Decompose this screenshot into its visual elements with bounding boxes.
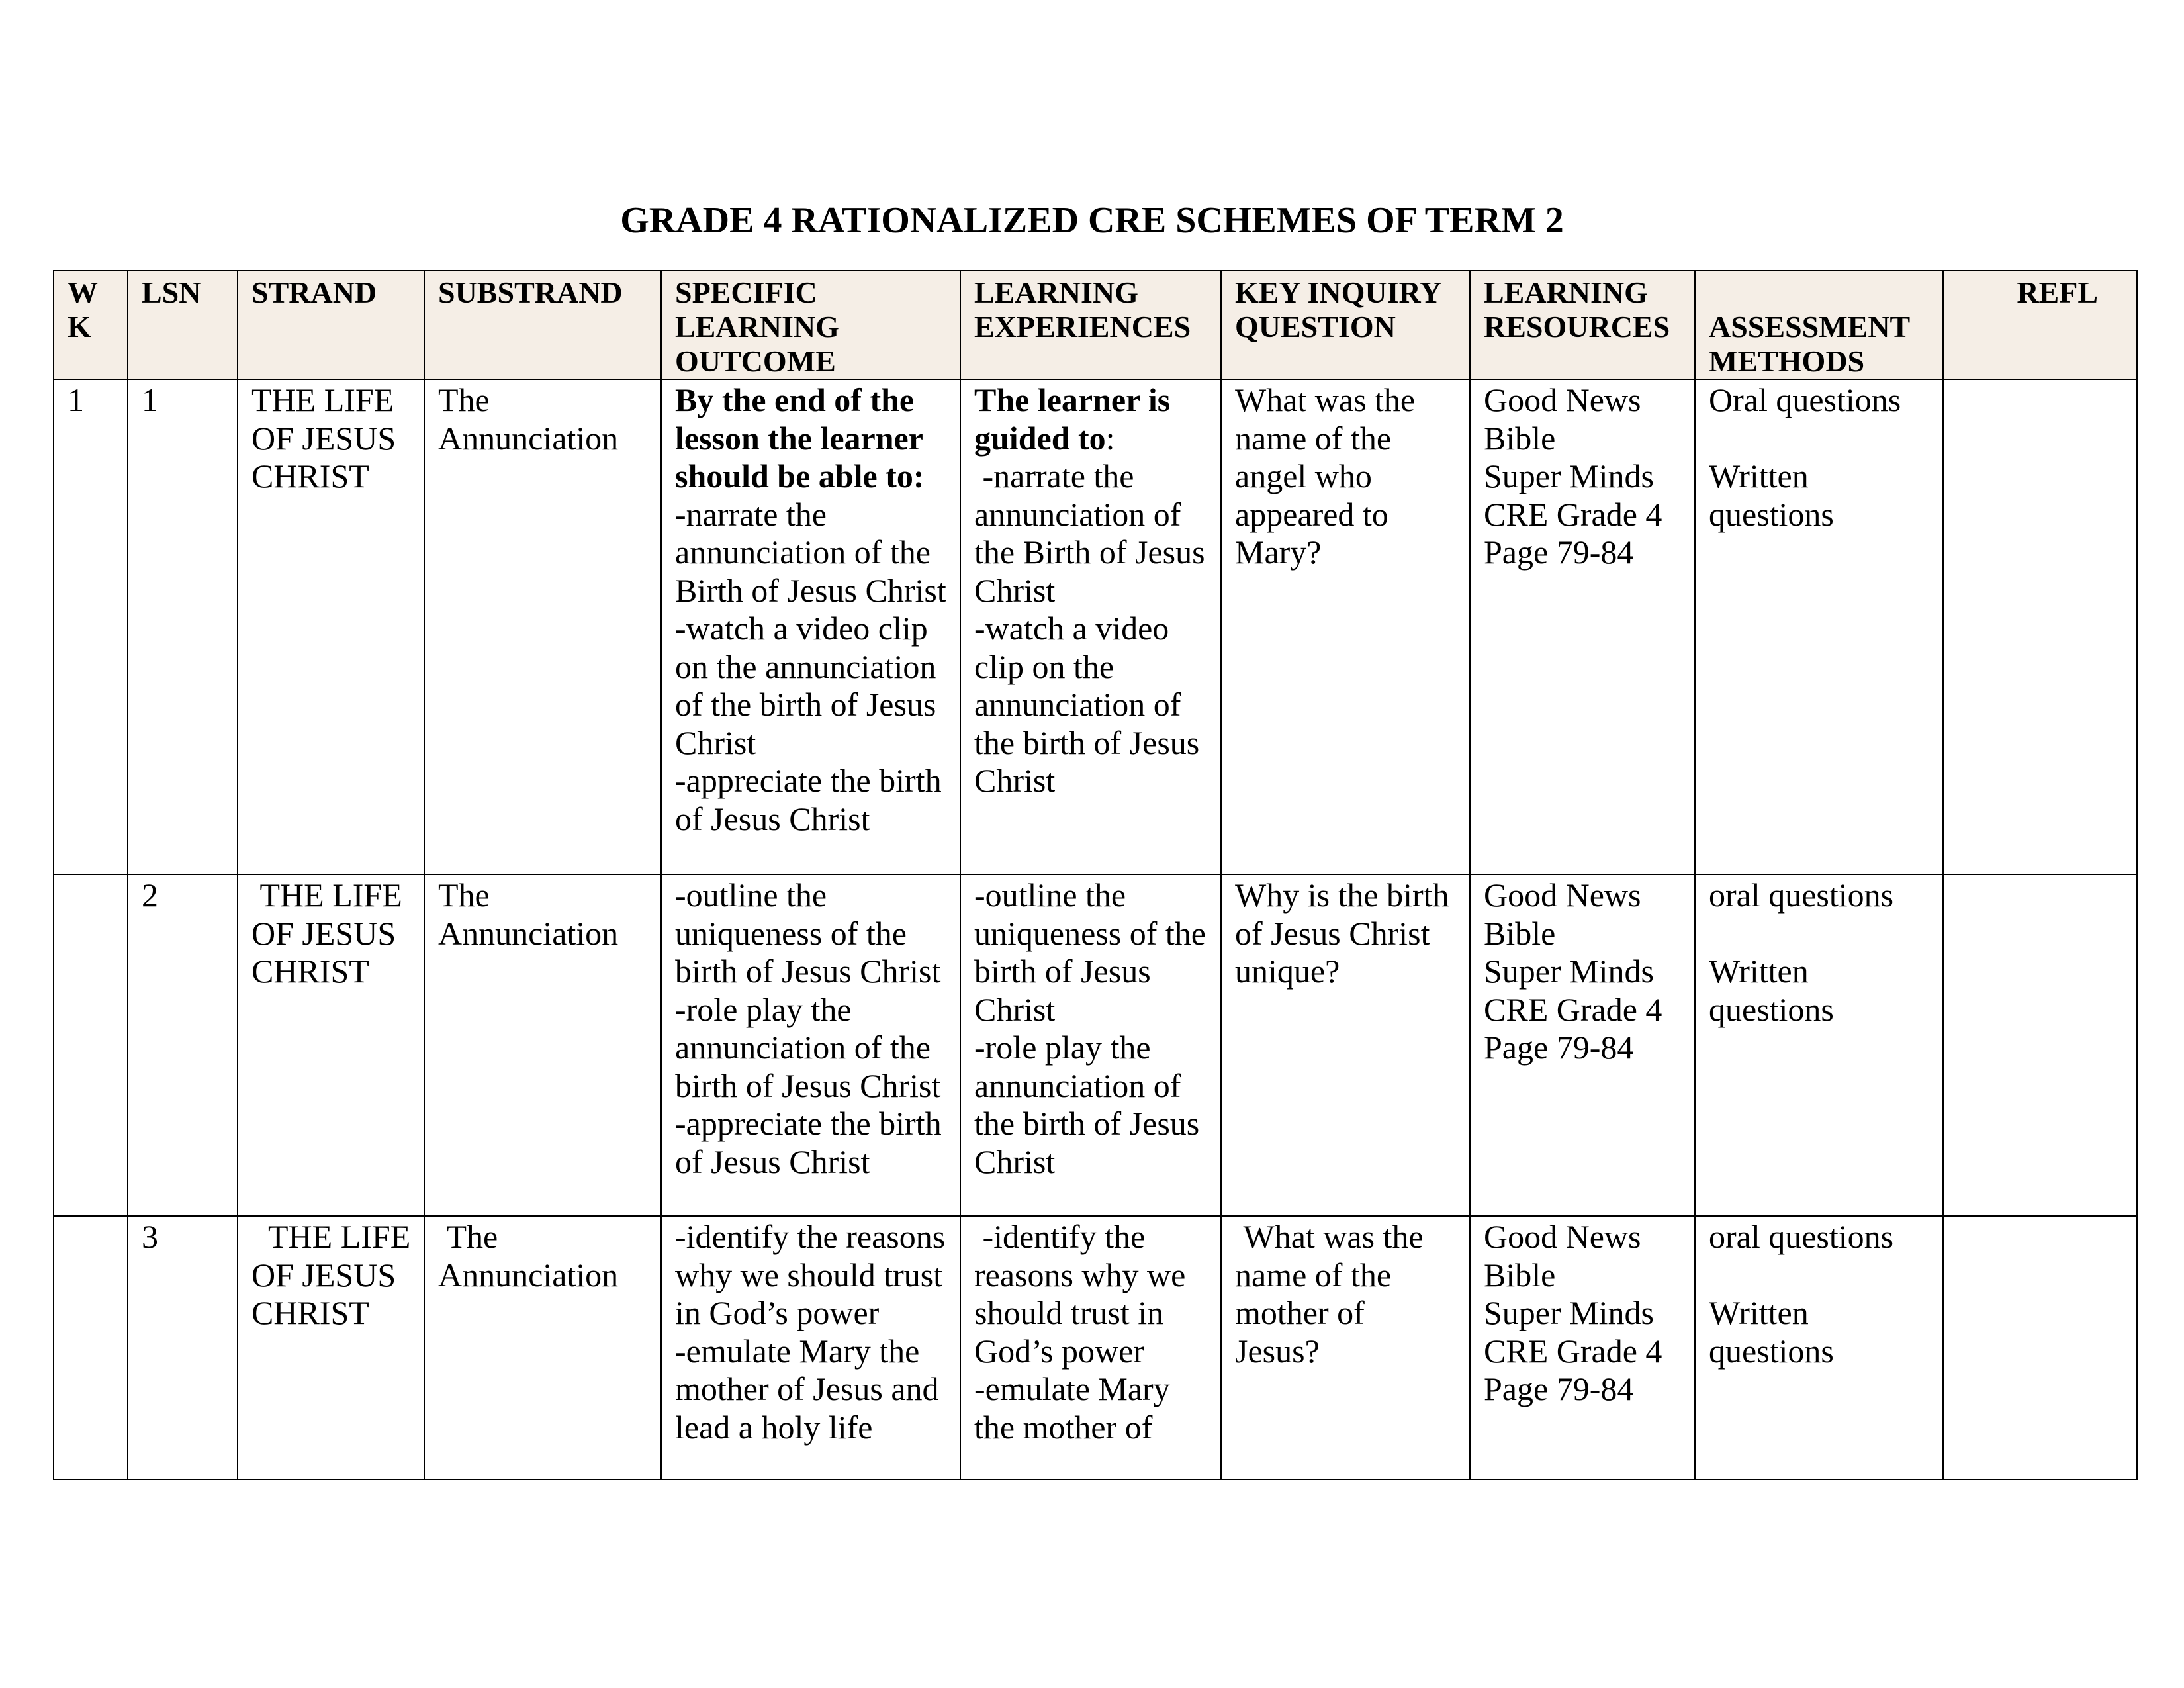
outcome-item: -appreciate the birth of Jesus Christ [675,1105,950,1180]
assessment-item: Oral questions [1709,381,1901,418]
table-row [54,874,2137,1216]
experience-item: -role play the annunciation of the birth of Jesus Christ [974,1029,1208,1180]
experience-item: -watch a video clip on the annunciation of the birth of Jesus Christ [974,610,1208,799]
outcome-item: -outline the uniqueness of the birth of Jesus Christ [675,876,941,990]
resource-item: Super Minds CRE Grade 4 [1484,953,1662,1028]
assessment-cell [1695,379,1943,874]
specific-outcome-cell [661,874,960,1216]
outcome-item: -appreciate the birth of Jesus Christ [675,762,950,837]
assessment-item: Written questions [1709,953,1834,1028]
learning-resources-cell [1470,874,1695,1216]
learning-experiences-cell [960,379,1221,874]
learning-resources-cell [1470,1216,1695,1479]
week-cell: 1 [54,379,128,874]
resource-item: Good News Bible [1484,876,1649,952]
table-header-row [54,271,2137,379]
header-learning-experiences: LEARNING EXPERIENCES [960,271,1221,379]
strand-cell: THE LIFE OF JESUS CHRIST [238,1216,424,1479]
header-substrand: SUBSTRAND [424,271,661,379]
spacer [1709,1256,1931,1295]
learning-experiences-cell [960,874,1221,1216]
assessment-item: Written questions [1709,457,1834,533]
experience-intro: The learner is guided to [974,381,1179,457]
experience-item: -outline the uniqueness of the birth of Jesus Christ [974,876,1214,1028]
header-lesson: LSN [128,271,238,379]
header-specific-learning-outcome: SPECIFIC LEARNING OUTCOME [661,271,960,379]
resource-item: Page 79-84 [1484,534,1634,571]
learning-resources-cell [1470,379,1695,874]
resource-item: Page 79-84 [1484,1370,1634,1407]
outcome-item: -emulate Mary the mother of Jesus and lead a holy life [675,1332,948,1446]
experience-item: -identify the reasons why we should trust in God’s power [974,1218,1194,1370]
outcome-item: -identify the reasons why we should trust in God’s power [675,1218,954,1331]
outcome-item: -role play the annunciation of the birth of Jesus Christ [675,990,941,1104]
outcome-item: -narrate the annunciation of the Birth of Jesus Christ [675,495,946,609]
key-inquiry-cell: Why is the birth of Jesus Christ unique? [1221,874,1470,1216]
learning-experiences-cell [960,1216,1221,1479]
experience-intro-colon: : [1105,419,1115,457]
strand-cell: THE LIFE OF JESUS CHRIST [238,379,424,874]
assessment-cell [1695,1216,1943,1479]
substrand-cell: The Annunciation [424,379,661,874]
strand-cell: THE LIFE OF JESUS CHRIST [238,874,424,1216]
resource-item: Super Minds CRE Grade 4 [1484,457,1662,533]
reflection-cell [1943,874,2137,1216]
resource-item: Good News Bible [1484,381,1649,457]
assessment-item: oral questions [1709,1218,1894,1255]
resource-item: Good News Bible [1484,1218,1649,1293]
week-cell [54,874,128,1216]
substrand-cell: The Annunciation [424,874,661,1216]
resource-item: Super Minds CRE Grade 4 [1484,1294,1662,1370]
header-strand: STRAND [238,271,424,379]
spacer [1709,915,1931,953]
lesson-cell: 2 [128,874,238,1216]
reflection-cell [1943,379,2137,874]
assessment-item: Written questions [1709,1294,1834,1370]
week-cell [54,1216,128,1479]
table-row [54,1216,2137,1479]
lesson-cell: 1 [128,379,238,874]
outcome-item: -watch a video clip on the annunciation of the birth of Jesus Christ [675,610,944,761]
table-row [54,379,2137,874]
spacer [1709,420,1931,458]
outcome-intro: By the end of the lesson the learner should be able to: [675,381,931,494]
resource-item: Page 79-84 [1484,1029,1634,1066]
key-inquiry-cell: What was the name of the angel who appeared to Mary? [1221,379,1470,874]
substrand-cell: The Annunciation [424,1216,661,1479]
assessment-cell [1695,874,1943,1216]
experience-item: -narrate the annunciation of the Birth of Jesus Christ [974,457,1214,609]
header-learning-resources: LEARNING RESOURCES [1470,271,1695,379]
header-assessment-methods: ASSESSMENT METHODS [1695,271,1943,379]
key-inquiry-cell: What was the name of the mother of Jesus? [1221,1216,1470,1479]
experience-item: -emulate Mary the mother of [974,1370,1179,1446]
document-title: GRADE 4 RATIONALIZED CRE SCHEMES OF TERM 2 [620,200,1564,241]
header-key-inquiry-question: KEY INQUIRY QUESTION [1221,271,1470,379]
lesson-cell: 3 [128,1216,238,1479]
specific-outcome-cell [661,379,960,874]
specific-outcome-cell [661,1216,960,1479]
reflection-cell [1943,1216,2137,1479]
assessment-item: oral questions [1709,876,1894,914]
scheme-of-work-table [53,270,2138,1480]
header-week: W K [54,271,128,379]
header-reflection: REFL [1943,271,2137,379]
